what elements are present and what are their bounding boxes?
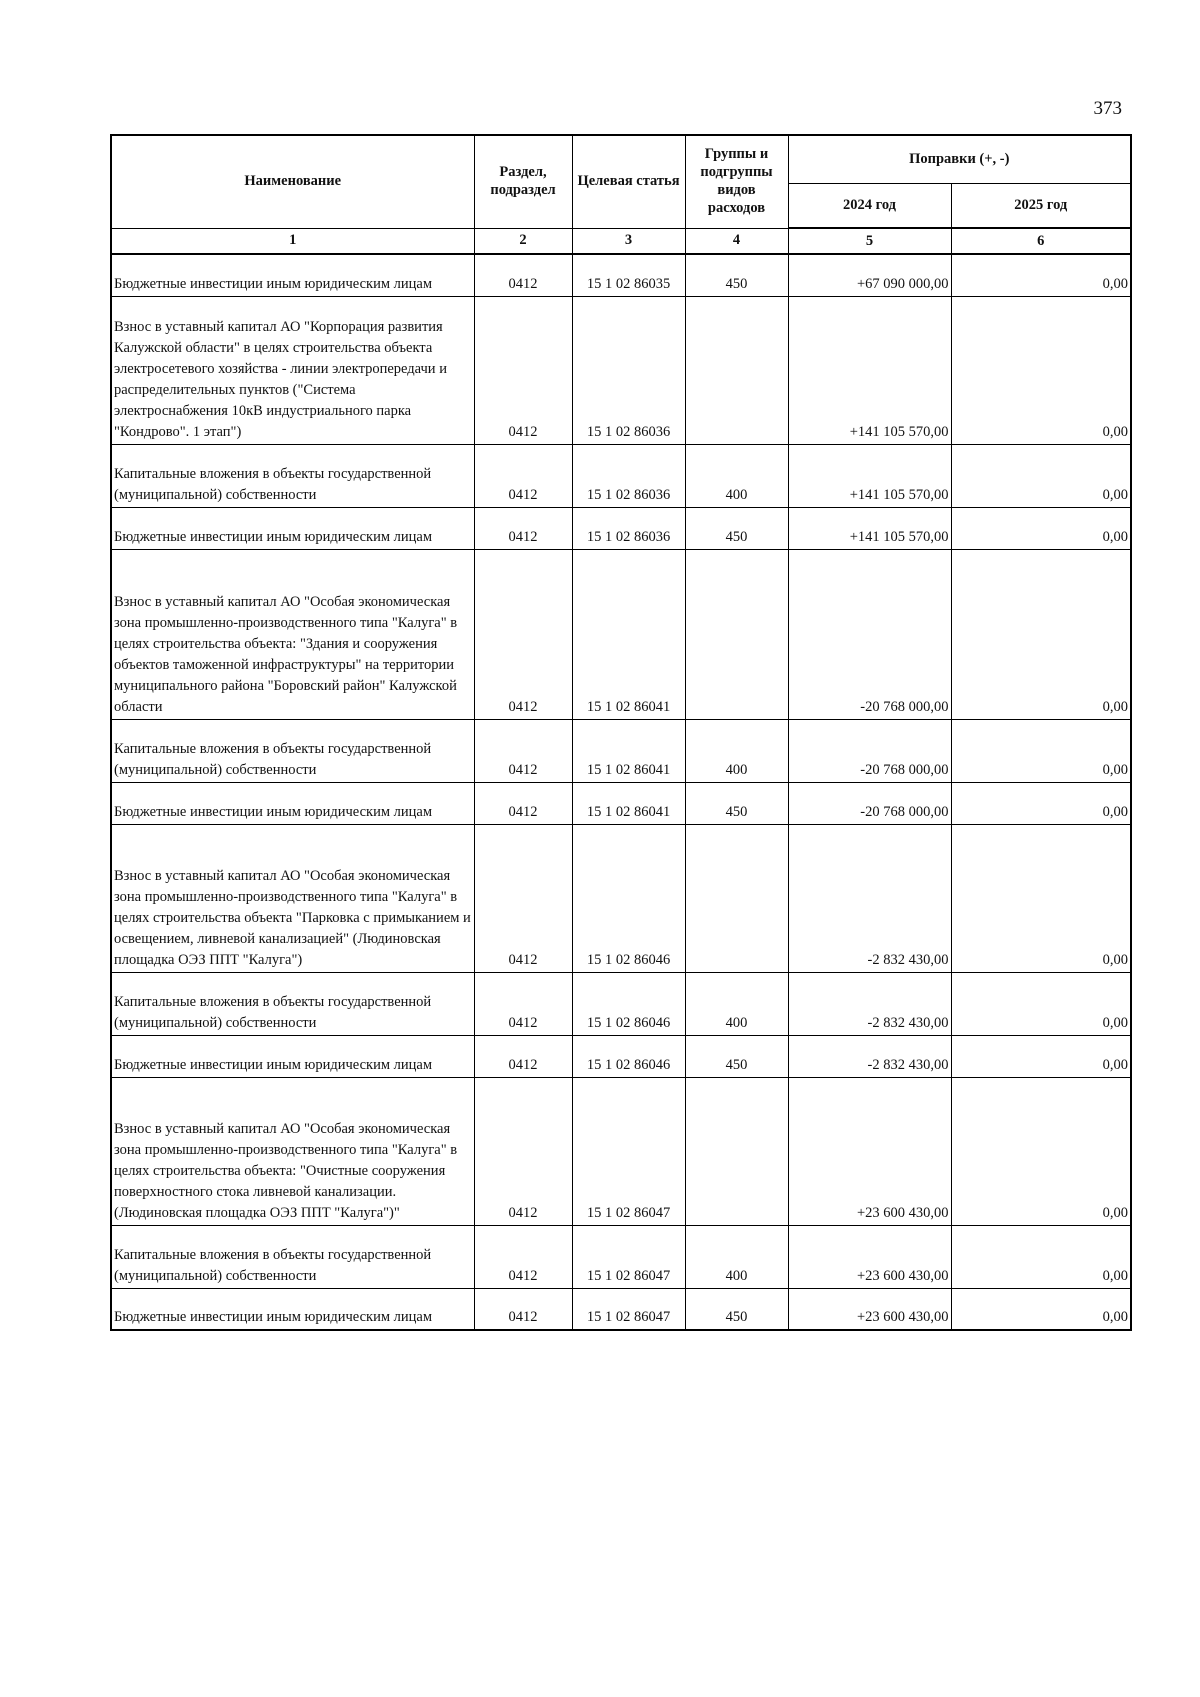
cell-target: 15 1 02 86036: [572, 444, 685, 507]
table-row: [111, 782, 1131, 824]
table-row: [111, 1225, 1131, 1288]
cell-group: 400: [685, 444, 788, 507]
cell-name: Взнос в уставный капитал АО "Особая экономическая зона промышленно-производственного типа "Калуга" в целях строительства объекта: "Очистные сооружения поверхностного стока ливневой канализации. (Людиновская площадка ОЭЗ ППТ "Калуга")": [111, 1077, 474, 1225]
cell-target: 15 1 02 86041: [572, 549, 685, 719]
cell-target: 15 1 02 86046: [572, 972, 685, 1035]
cell-2025: 0,00: [951, 507, 1131, 549]
cell-2024: +23 600 430,00: [788, 1288, 951, 1330]
table-row: [111, 719, 1131, 782]
cell-2024: -20 768 000,00: [788, 549, 951, 719]
table-row: [111, 444, 1131, 507]
cell-target: 15 1 02 86036: [572, 296, 685, 444]
cell-name: Капитальные вложения в объекты государственной (муниципальной) собственности: [111, 444, 474, 507]
cell-name: Бюджетные инвестиции иным юридическим лицам: [111, 782, 474, 824]
cell-2024: -20 768 000,00: [788, 782, 951, 824]
cell-2024: +23 600 430,00: [788, 1225, 951, 1288]
cell-section: 0412: [474, 824, 572, 972]
cell-target: 15 1 02 86046: [572, 824, 685, 972]
cell-section: 0412: [474, 254, 572, 296]
table-row: [111, 296, 1131, 444]
table-header: [111, 135, 1131, 254]
cell-group: 450: [685, 1035, 788, 1077]
cell-name: Взнос в уставный капитал АО "Особая экономическая зона промышленно-производственного типа "Калуга" в целях строительства объекта "Парковка с примыканием и освещением, ливневой канализацией" (Людиновская площадка ОЭЗ ППТ "Калуга"): [111, 824, 474, 972]
cell-2025: 0,00: [951, 1225, 1131, 1288]
cell-target: 15 1 02 86047: [572, 1288, 685, 1330]
cell-target: 15 1 02 86046: [572, 1035, 685, 1077]
cell-group: 450: [685, 507, 788, 549]
cell-name: Взнос в уставный капитал АО "Особая экономическая зона промышленно-производственного типа "Калуга" в целях строительства объекта: "Здания и сооружения объектов таможенной инфраструктуры" на территории муниципального района "Боровский район" Калужской области: [111, 549, 474, 719]
cell-section: 0412: [474, 1035, 572, 1077]
table-row: [111, 549, 1131, 719]
cell-2024: +141 105 570,00: [788, 507, 951, 549]
cell-name: Бюджетные инвестиции иным юридическим лицам: [111, 507, 474, 549]
cell-2024: -2 832 430,00: [788, 824, 951, 972]
header-target: Целевая статья: [572, 135, 685, 228]
table-row: [111, 1077, 1131, 1225]
cell-2025: 0,00: [951, 782, 1131, 824]
cell-group: 400: [685, 972, 788, 1035]
table-row: [111, 1288, 1131, 1330]
table-row: [111, 254, 1131, 296]
cell-name: Капитальные вложения в объекты государственной (муниципальной) собственности: [111, 972, 474, 1035]
page-number: 373: [1093, 98, 1122, 119]
cell-section: 0412: [474, 507, 572, 549]
cell-target: 15 1 02 86041: [572, 782, 685, 824]
budget-amendments-table: [110, 134, 1132, 1331]
cell-target: 15 1 02 86047: [572, 1077, 685, 1225]
cell-2025: 0,00: [951, 296, 1131, 444]
column-number: 6: [951, 228, 1131, 254]
cell-section: 0412: [474, 1225, 572, 1288]
cell-target: 15 1 02 86047: [572, 1225, 685, 1288]
cell-section: 0412: [474, 1077, 572, 1225]
cell-2025: 0,00: [951, 444, 1131, 507]
cell-group: [685, 549, 788, 719]
cell-2025: 0,00: [951, 972, 1131, 1035]
column-number: 2: [474, 228, 572, 254]
cell-2024: +141 105 570,00: [788, 444, 951, 507]
cell-section: 0412: [474, 444, 572, 507]
cell-section: 0412: [474, 549, 572, 719]
cell-section: 0412: [474, 719, 572, 782]
header-amendments: Поправки (+, -): [788, 135, 1131, 184]
cell-section: 0412: [474, 782, 572, 824]
cell-name: Бюджетные инвестиции иным юридическим лицам: [111, 254, 474, 296]
cell-section: 0412: [474, 1288, 572, 1330]
cell-group: [685, 296, 788, 444]
cell-group: 400: [685, 719, 788, 782]
cell-2025: 0,00: [951, 1288, 1131, 1330]
cell-target: 15 1 02 86041: [572, 719, 685, 782]
cell-section: 0412: [474, 972, 572, 1035]
cell-section: 0412: [474, 296, 572, 444]
cell-2024: -2 832 430,00: [788, 1035, 951, 1077]
cell-group: 450: [685, 254, 788, 296]
cell-2025: 0,00: [951, 1077, 1131, 1225]
cell-name: Бюджетные инвестиции иным юридическим лицам: [111, 1035, 474, 1077]
table-row: [111, 507, 1131, 549]
cell-name: Бюджетные инвестиции иным юридическим лицам: [111, 1288, 474, 1330]
table-row: [111, 972, 1131, 1035]
cell-2025: 0,00: [951, 719, 1131, 782]
column-number: 1: [111, 228, 474, 254]
cell-2025: 0,00: [951, 254, 1131, 296]
column-number: 3: [572, 228, 685, 254]
cell-2025: 0,00: [951, 549, 1131, 719]
header-name: Наименование: [111, 135, 474, 228]
cell-2024: -2 832 430,00: [788, 972, 951, 1035]
header-groups: Группы и подгруппы видов расходов: [685, 135, 788, 228]
table-row: [111, 824, 1131, 972]
header-section: Раздел, подраздел: [474, 135, 572, 228]
cell-group: [685, 824, 788, 972]
cell-name: Взнос в уставный капитал АО "Корпорация развития Калужской области" в целях строительства объекта электросетевого хозяйства - линии электропередачи и распределительных пунктов ("Система электроснабжения 10кВ индустриального парка "Кондрово". 1 этап"): [111, 296, 474, 444]
cell-group: [685, 1077, 788, 1225]
cell-group: 400: [685, 1225, 788, 1288]
column-number: 5: [788, 228, 951, 254]
cell-2024: -20 768 000,00: [788, 719, 951, 782]
column-number: 4: [685, 228, 788, 254]
header-year-2025: 2025 год: [951, 184, 1131, 229]
cell-2024: +141 105 570,00: [788, 296, 951, 444]
cell-group: 450: [685, 1288, 788, 1330]
cell-2025: 0,00: [951, 824, 1131, 972]
cell-name: Капитальные вложения в объекты государственной (муниципальной) собственности: [111, 719, 474, 782]
cell-target: 15 1 02 86035: [572, 254, 685, 296]
table-body: [111, 254, 1131, 1330]
cell-2025: 0,00: [951, 1035, 1131, 1077]
cell-2024: +23 600 430,00: [788, 1077, 951, 1225]
cell-target: 15 1 02 86036: [572, 507, 685, 549]
cell-2024: +67 090 000,00: [788, 254, 951, 296]
table-row: [111, 1035, 1131, 1077]
cell-name: Капитальные вложения в объекты государственной (муниципальной) собственности: [111, 1225, 474, 1288]
cell-group: 450: [685, 782, 788, 824]
header-year-2024: 2024 год: [788, 184, 951, 229]
